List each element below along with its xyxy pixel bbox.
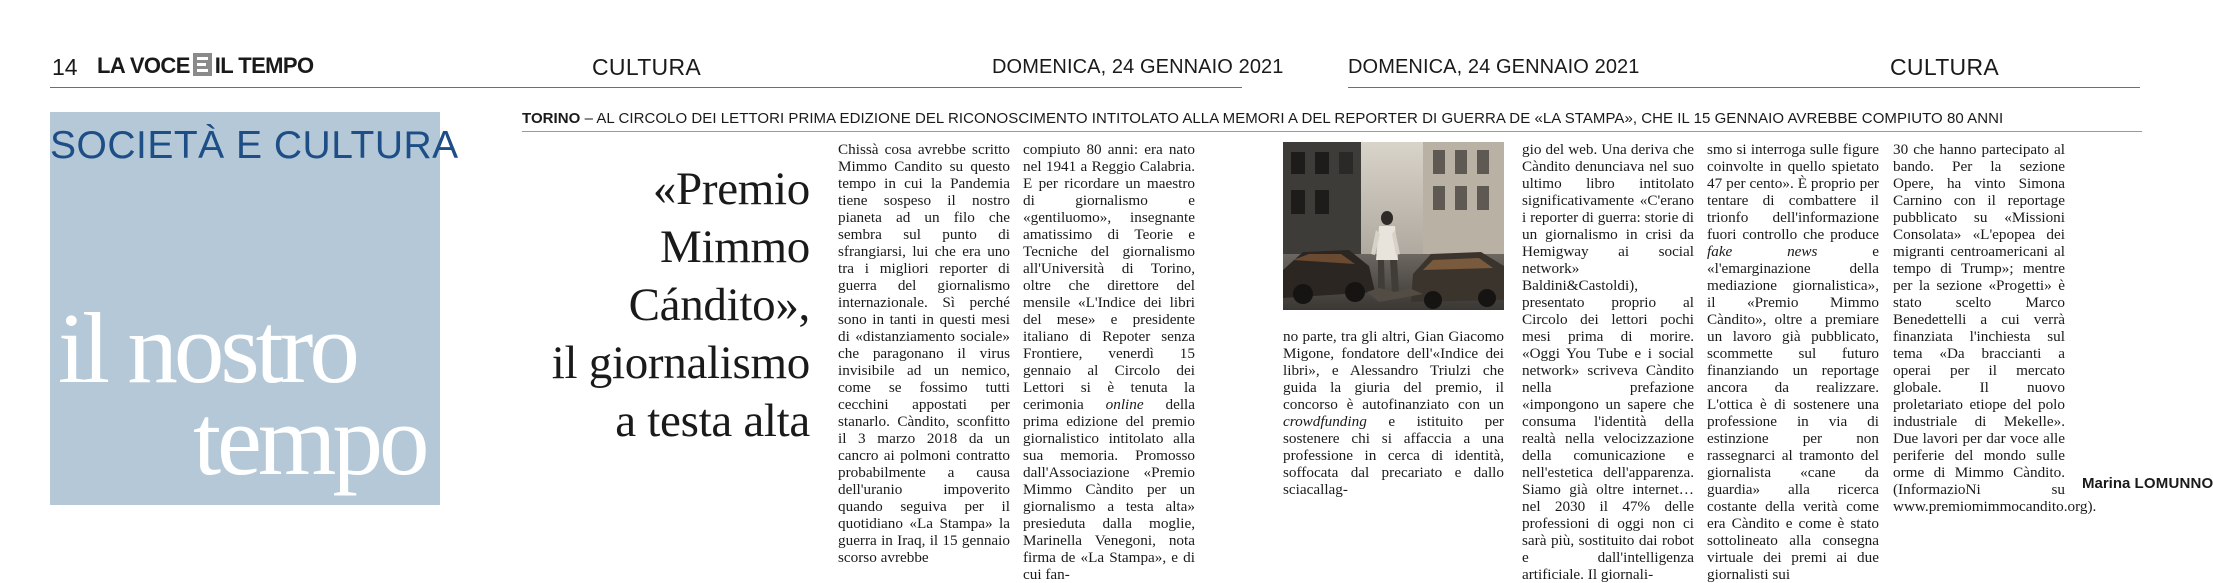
- column-3-text: [1283, 328, 1504, 498]
- war-street-photo: [1283, 142, 1504, 310]
- right-date: DOMENICA, 24 GENNAIO 2021: [1348, 56, 1640, 78]
- column-3-text-a: no parte, tra gli altri, Gian Giacomo Migone, fondatore dell'«Indice dei libri», e Alessandro Triulzi che guida la giuria del premio, il concorso è autofinanziato con un: [1283, 328, 1504, 413]
- article-column-5: [1707, 141, 1879, 583]
- kicker-rule: [522, 131, 2142, 132]
- masthead-left: LA VOCE: [97, 53, 190, 78]
- column-1-text: Chissà cosa avrebbe scritto Mimmo Candito su questo tempo in cui la Pandemia tiene sospeso il nostro pianeta ad un filo che sembra sul punto di sfrangiarsi, lui che era uno tra i migliori reporter di guerra del giornalismo internazionale. Sì perché sono in tanti in questi mesi di «distanziamento sociale» che paragonano il virus invisibile ad un nemico, come se fossimo tutti cecchini appostati per stanarlo. Càndito, sconfitto il 3 marzo 2018 da un cancro ai polmoni contratto probabilmente a causa dell'uranio impoverito quando seguiva per il quotidiano «La Stampa» la guerra in Iraq, il 15 gennaio scorso avrebbe: [838, 141, 1010, 566]
- headline: [520, 160, 810, 450]
- left-date: DOMENICA, 24 GENNAIO 2021: [992, 56, 1284, 78]
- column-4-text: gio del web. Una deriva che Càndito denunciava nel suo ultimo libro intitolato significativamente «C'erano i reporter di guerra: storie di un giornalismo in crisi da Hemigway ai social network» Baldini&Castoldi), presentato proprio al Circolo dei lettori pochi mesi prima di morire. «Oggi You Tube e i social network» scriveva Càndito nella prefazione «impongono un sapere che consuma l'identità della realtà nella velocizzazione della comunicazione e nell'estetica dell'apparenza. Siamo già oltre internet… nel 2030 il 47% delle professioni di oggi non ci sarà più, sostituito dai robot e dall'intelligenza artificiale. Il giornali-: [1522, 141, 1694, 583]
- panel-big-line1: il nostro: [58, 292, 356, 404]
- column-2-text-b: della prima edizione del premio giornalistico intitolato alla sua memoria. Promosso dall'Associazione «Premio Mimmo Càndito per un giornalismo a testa alta» presieduta dalla moglie, Marinella Venegoni, nota firma de «La Stampa», e di cui fan-: [1023, 396, 1195, 583]
- article-column-3: [1283, 328, 1504, 498]
- panel-big-line2: tempo: [193, 384, 426, 496]
- headline-line4: il giornalismo: [551, 337, 810, 389]
- kicker-place: TORINO: [522, 110, 581, 127]
- byline-last: LOMUNNO: [2134, 475, 2213, 492]
- headline-line5: a testa alta: [615, 395, 810, 447]
- panel-title: SOCIETÀ E CULTURA: [50, 124, 459, 167]
- byline-first: Marina: [2082, 475, 2131, 492]
- column-6-text: 30 che hanno partecipato al bando. Per la sezione Opere, ha vinto Simona Carnino con il reportage pubblicato su «Missioni Consolata» «L'epopea dei migranti centroamericani al tempo di Trump»; mentre per la sezione «Progetti» è stato scelto Marco Benedettelli a cui verrà finanziata l'inchiesta sul tema «Da braccianti a operai per il mercato globale. Il nuovo proletariato etiope del polo industriale di Mekelle». Due lavori per dar voce alle periferie del mondo sulle orme di Mimmo Càndito.(InformazioNi su www.premiomimmocandito.org).: [1893, 141, 2097, 515]
- column-3-text-b: e istituito per sostenere chi si affaccia a una professione in cerca di identità, soffocata dal precariato e dallo sciacallag-: [1283, 413, 1504, 498]
- headline-line2: Mimmo: [660, 221, 810, 273]
- kicker-text: – AL CIRCOLO DEI LETTORI PRIMA EDIZIONE DEL RICONOSCIMENTO INTITOLATO ALLA MEMORI A DEL REPORTER DI GUERRA DE «LA STAMPA», CHE IL 15 GENNAIO AVREBBE COMPIUTO 80 ANNI: [580, 110, 2004, 127]
- headline-line1: «Premio: [652, 163, 810, 215]
- column-2-text: [1023, 141, 1195, 583]
- column-5-italic: fake news: [1707, 243, 1818, 260]
- article-column-1: [838, 141, 1010, 566]
- masthead-right: IL TEMPO: [214, 53, 314, 78]
- column-2-italic: online: [1105, 396, 1144, 413]
- column-3-italic: crowdfunding: [1283, 413, 1367, 430]
- column-2-text-a: compiuto 80 anni: era nato nel 1941 a Reggio Calabria. E per ricordare un maestro di giornalismo e «gentiluomo», insegnante amatissimo di Teorie e Tecniche del giornalismo all'Università di Torino, oltre che direttore del mensile «L'Indice dei libri del mese» e presidente italiano di Repoter senza Frontiere, venerdì 15 gennaio al Circolo dei Lettori si è tenuta la cerimonia: [1023, 141, 1195, 413]
- page-number: 14: [52, 54, 78, 80]
- right-header-rule: [1348, 87, 2140, 88]
- left-header-rule: [50, 87, 1242, 88]
- panel-big-title: [58, 292, 438, 496]
- masthead-e-logo-icon: [193, 53, 212, 76]
- column-5-text: [1707, 141, 1879, 583]
- column-5-text-b: e «l'emarginazione della mediazione giornalistica», il «Premio Mimmo Càndito», oltre a premiare un lavoro già pubblicato, scommette sul futuro finanziando un reportage ancora da realizzare. L'ottica è di sostenere una professione in via di estinzione per non rassegnarci al tramonto del giornalista «cane da guardia» alla ricerca costante della verità come era Càndito e come è stato sottolineato alla consegna virtuale dei premi ai due giornalisti sui: [1707, 243, 1879, 583]
- headline-line3: Cándito»,: [628, 279, 810, 331]
- article-photo: [1283, 142, 1504, 310]
- article-column-4: [1522, 141, 1694, 583]
- byline: [2082, 475, 2213, 492]
- left-section-label: CULTURA: [592, 54, 702, 80]
- article-kicker: [522, 110, 2003, 127]
- right-section-label: CULTURA: [1890, 54, 2000, 80]
- article-column-6: [1893, 141, 2097, 515]
- masthead: [97, 53, 313, 79]
- article-column-2: [1023, 141, 1195, 583]
- column-5-text-a: smo si interroga sulle figure coinvolte in quello spietato 47 per cento». È proprio per tentare di combattere il trionfo dell'informazione fuori controllo che produce: [1707, 141, 1879, 243]
- section-panel: [50, 112, 459, 505]
